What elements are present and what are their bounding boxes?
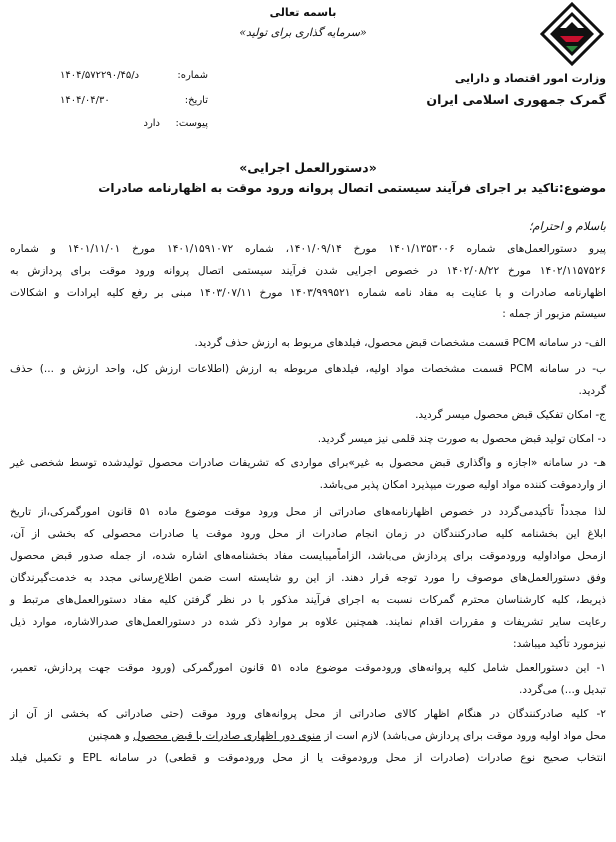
salutation: باسلام و احترام؛ bbox=[528, 219, 606, 233]
body-line: سیستم مزبور از جمله : bbox=[502, 308, 606, 320]
body-line: لذا مجدداً تأکیدمی‌گردد در خصوص اظهارنامه‌های صادراتی از محل ورود موقت موضوع ماده ۵۱ قانون امورگمرکی،از تاریخ bbox=[10, 506, 607, 518]
document-subject: موضوع:تاکید بر اجرای فرآیند سیستمی اتصال پروانه ورود موقت به اظهارنامه صادرات bbox=[98, 181, 606, 195]
body-line: انتخاب صحیح نوع صادرات (صادرات از محل ورودموقت یا از محل ورودموقت و قطعی) در سامانه EPL و تکمیل فیلد bbox=[10, 752, 606, 764]
body-line: تبدیل و...) می‌گردد. bbox=[519, 684, 606, 696]
body-line: گردید. bbox=[578, 385, 606, 397]
ministry-name: وزارت امور اقتصاد و دارایی bbox=[454, 72, 606, 85]
body-line: هـ- در سامانه «اجازه و واگذاری قبض محصول به غیر»برای مواردی که تشریفات صادرات محصول تولیدشده توسط شخصی غیر bbox=[10, 457, 606, 469]
body-line: پیرو دستورالعمل‌های شماره ۱۴۰۱/۱۳۵۳۰۰۶ مورخ ۱۴۰۱/۰۹/۱۴، شماره ۱۴۰۱/۱۵۹۱۰۷۲ مورخ ۱۴۰۱/۱۱/۰۱ و شماره bbox=[10, 243, 606, 255]
body-line: ۱- این دستورالعمل شامل کلیه پروانه‌های ورودموقت موضوع ماده ۵۱ قانون امورگمرکی (ورود موقت جهت پردازش، تعمیر، bbox=[10, 662, 606, 674]
body-line: د- امکان تولید قبض محصول به صورت چند قلمی نیز میسر گردید. bbox=[317, 433, 606, 445]
body-line: رعایت سایر تشریفات و مقررات اقدام نمایند. همچنین علاوه بر موارد ذکر شده در دستورالعمل‌های صدرالاشاره، موارد ذیل bbox=[10, 616, 606, 628]
body-line: وفق دستورالعمل‌های موصوف را مورد توجه قرار دهند. از این رو شایسته است ضمن اطلاع‌رسانی مجدد به خدمت‌گیرندگان bbox=[10, 572, 606, 584]
body-line-with-underline bbox=[10, 729, 606, 743]
body-line: ۲- کلیه صادرکنندگان در هنگام اظهار کالای صادراتی از محل پروانه‌های ورود موقت (حتی صادراتی که بخشی از آن از bbox=[10, 708, 606, 720]
body-line: ازمحل مواداولیه ورودموقت برای پردازش می‌باشد، الزاماًمیبایست مفاد بخشنامه‌های اشاره شده، از جمله صدور قبض محصول bbox=[10, 550, 606, 562]
attachment-label: پیوست: bbox=[175, 118, 208, 129]
basmala: باسمه تعالی bbox=[269, 6, 337, 19]
number-label: شماره: bbox=[177, 70, 208, 81]
body-line: اظهارنامه صادرات و با عنایت به مفاد نامه شماره ۱۴۰۳/۹۹۹۵۲۱ مورخ ۱۴۰۳/۰۷/۱۱ مبنی بر رفع کلیه ایرادات و اشکالات bbox=[10, 287, 606, 299]
attachment-value: دارد bbox=[143, 118, 160, 129]
body-line: نیزمورد تأکید میباشد: bbox=[513, 638, 606, 650]
body-text-after-underline: و همچنین bbox=[88, 730, 134, 742]
date-label: تاریخ: bbox=[184, 95, 208, 106]
body-line: الف- در سامانه PCM قسمت مشخصات قبض محصول، فیلدهای مربوط به ارزش حذف گردید. bbox=[194, 337, 606, 349]
customs-logo bbox=[540, 2, 604, 66]
underlined-menu-reference: منوی دور اظهاری صادرات با قبض محصول bbox=[133, 730, 321, 742]
body-line: ۱۴۰۲/۱۱۵۷۵۲۶ مورخ ۱۴۰۲/۰۸/۲۲ در خصوص اجرایی شدن فرآیند سیستمی اتصال پروانه ورود موقت برای پردازش به bbox=[10, 265, 606, 277]
body-line: ابلاغ این بخشنامه کلیه صادرکنندگان در زمان انجام صادرات از محل ورود موقت یا صادرات محصولی که بخشی از آن، bbox=[10, 528, 606, 540]
body-line: ذیربط، کلیه کارشناسان محترم گمرکات نسبت به اجرای فرآیند مذکور با در نظر گرفتن کلیه مفاد دستورالعمل‌های مرتبط و bbox=[10, 594, 606, 606]
body-line: از واردموقت کننده مواد اولیه صورت میپذیرد امکان پذیر می‌باشد. bbox=[319, 479, 606, 491]
body-line: ب- در سامانه PCM قسمت مشخصات مواد اولیه، فیلدهای مربوطه به ارزش (اطلاعات ارزش کل، واحد ارزش و ...) حذف bbox=[10, 363, 606, 375]
number-value: ۱۴۰۴/۵۷۲۲۹۰/د/۴۵ bbox=[60, 70, 140, 81]
body-line: ج- امکان تفکیک قبض محصول میسر گردید. bbox=[415, 409, 606, 421]
body-text-before-underline: محل مواد اولیه ورود موقت برای پردازش می‌باشد) لازم است از bbox=[320, 730, 606, 742]
document-title: «دستورالعمل اجرایی» bbox=[239, 160, 377, 175]
date-value: ۱۴۰۴/۰۴/۳۰ bbox=[60, 95, 110, 106]
motto: «سرمایه گذاری برای تولید» bbox=[239, 26, 367, 39]
customs-name: گمرک جمهوری اسلامی ایران bbox=[426, 92, 606, 107]
